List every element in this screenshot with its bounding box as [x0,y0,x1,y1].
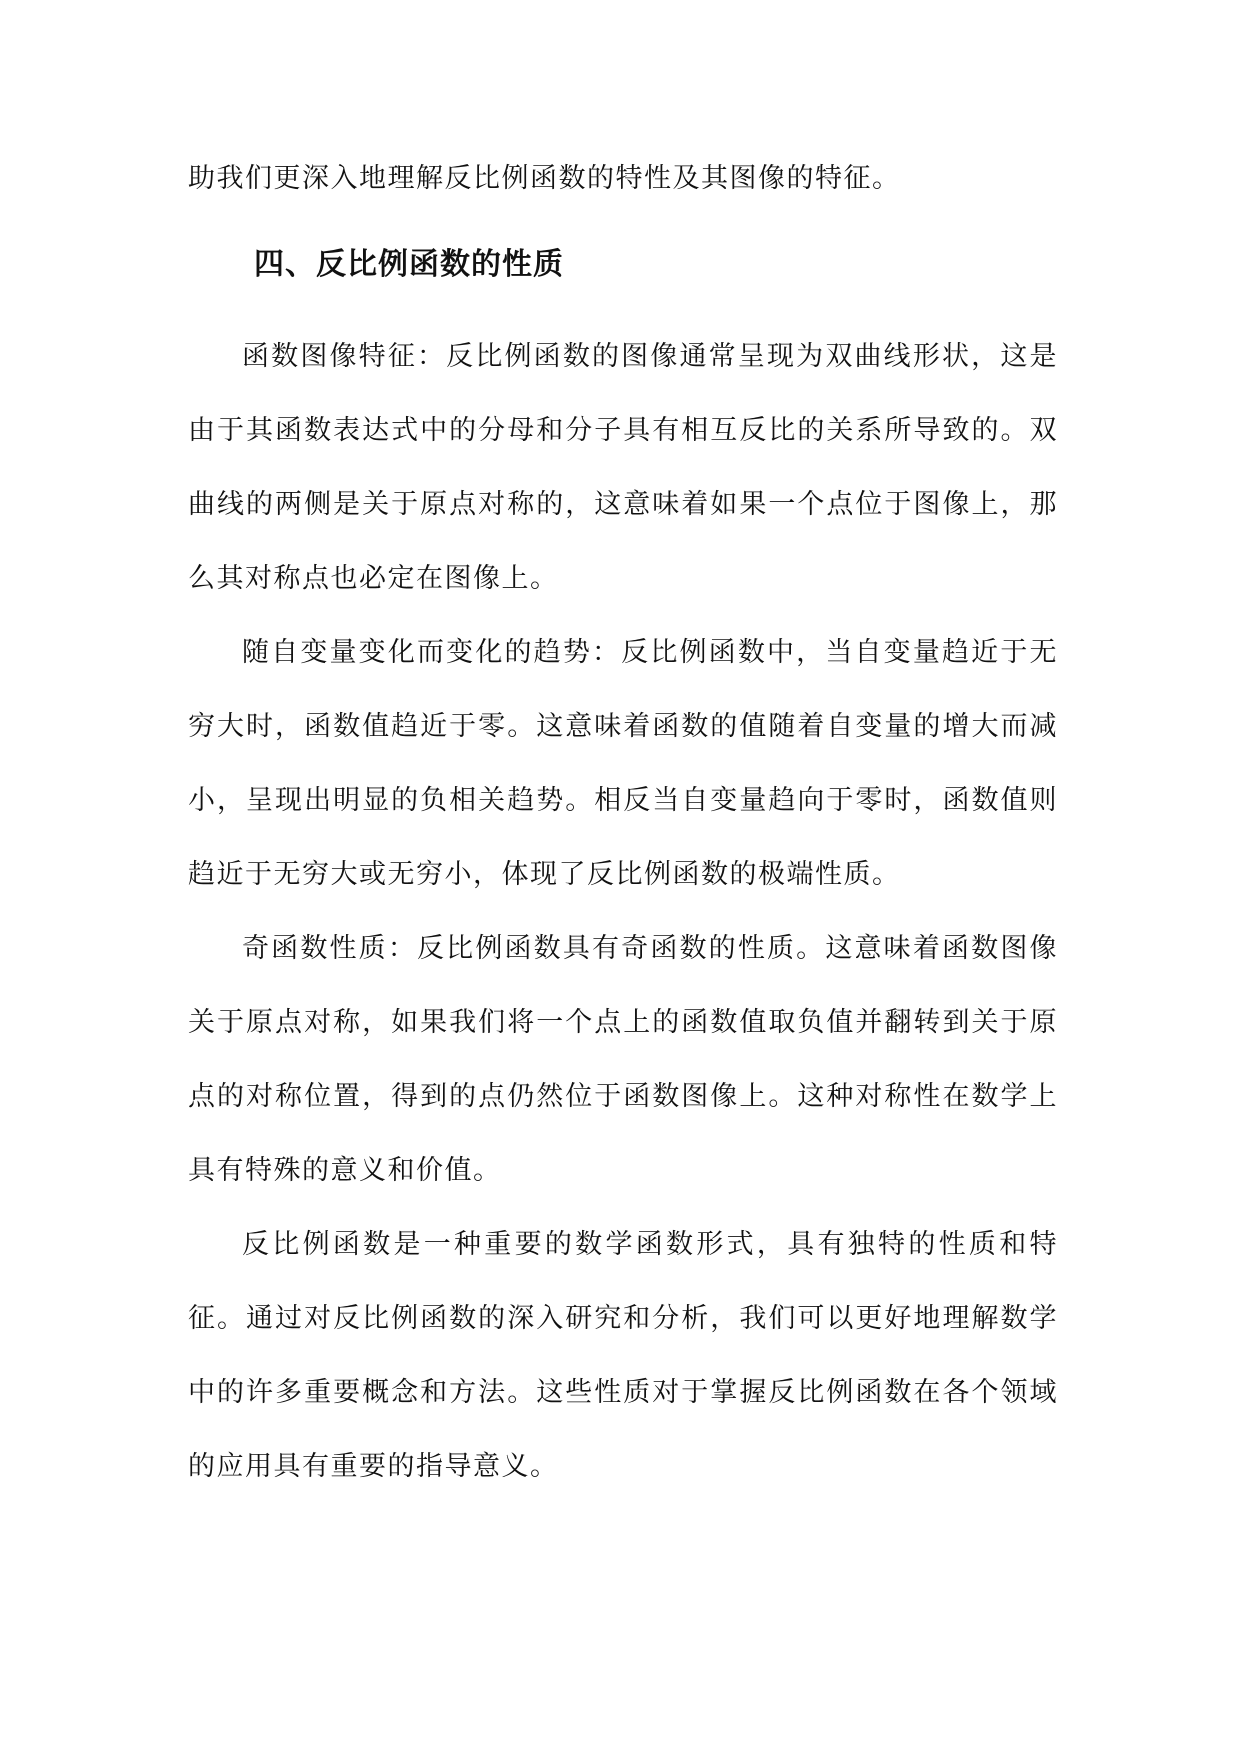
paragraph-variation-trend: 随自变量变化而变化的趋势：反比例函数中，当自变量趋近于无穷大时，函数值趋近于零。这意味着函数的值随着自变量的增大而减小，呈现出明显的负相关趋势。相反当自变量趋向于零时，函数值则趋近于无穷大或无穷小，体现了反比例函数的极端性质。 [188,637,1058,890]
paragraph-odd-function: 奇函数性质：反比例函数具有奇函数的性质。这意味着函数图像关于原点对称，如果我们将一个点上的函数值取负值并翻转到关于原点的对称位置，得到的点仍然位于函数图像上。这种对称性在数学上具有特殊的意义和价值。 [188,933,1058,1186]
page-content [188,142,1058,1504]
paragraph-graph-features: 函数图像特征：反比例函数的图像通常呈现为双曲线形状，这是由于其函数表达式中的分母和分子具有相互反比的关系所导致的。双曲线的两侧是关于原点对称的，这意味着如果一个点位于图像上，那么其对称点也必定在图像上。 [188,341,1058,594]
section-heading: 四、反比例函数的性质 [254,247,564,282]
paragraph-summary: 反比例函数是一种重要的数学函数形式，具有独特的性质和特征。通过对反比例函数的深入研究和分析，我们可以更好地理解数学中的许多重要概念和方法。这些性质对于掌握反比例函数在各个领域的应用具有重要的指导意义。 [188,1229,1058,1482]
continuation-paragraph: 助我们更深入地理解反比例函数的特性及其图像的特征。 [188,163,901,194]
